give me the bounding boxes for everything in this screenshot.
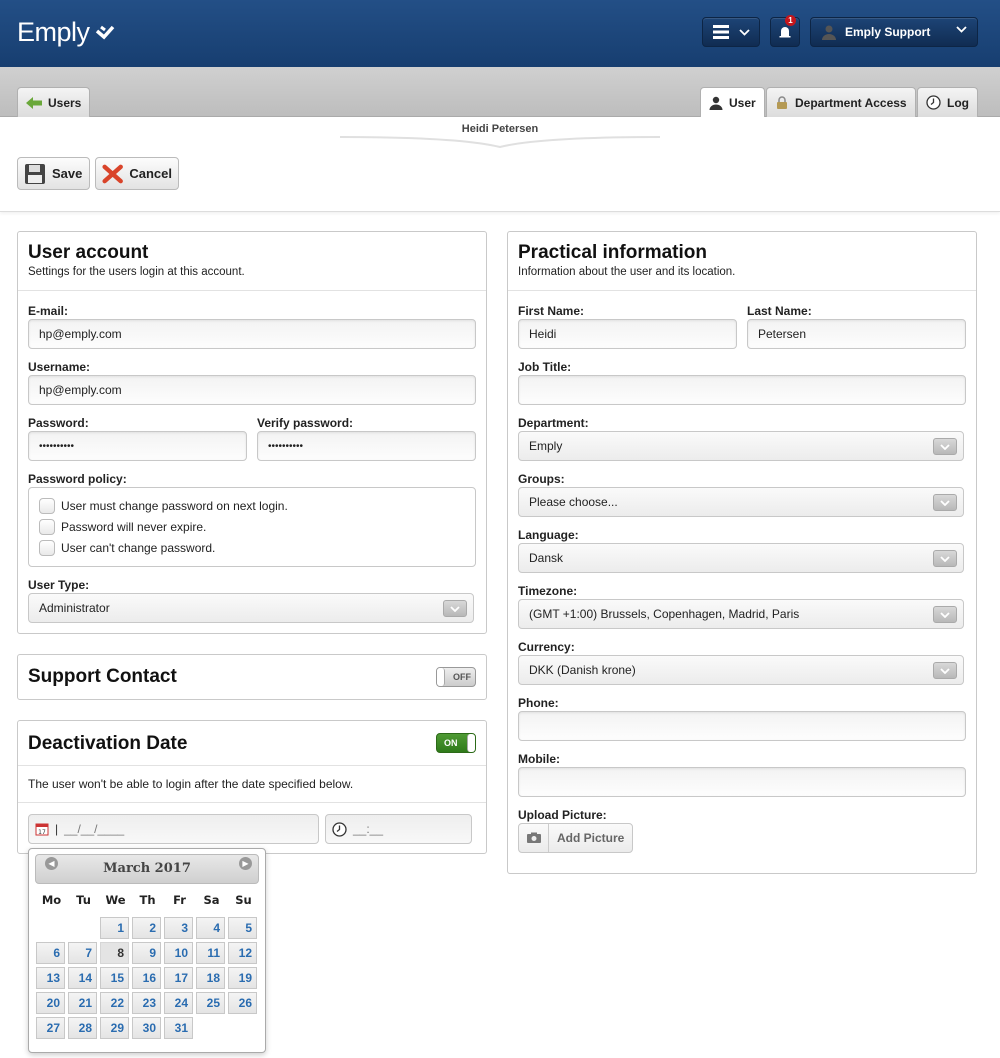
clock-icon <box>926 95 941 110</box>
groups-select[interactable] <box>518 487 964 517</box>
calendar-day[interactable]: 31 <box>164 1017 193 1039</box>
email-field[interactable]: hp@emply.com <box>28 319 476 349</box>
select-value: Please choose... <box>529 495 618 509</box>
select-value: Emply <box>529 439 563 453</box>
weekday-label: Su <box>235 893 252 907</box>
calendar-day[interactable]: 29 <box>100 1017 129 1039</box>
verify-password-label: Verify password: <box>257 416 354 430</box>
calendar-day[interactable]: 23 <box>132 992 161 1014</box>
emply-logo[interactable] <box>17 17 116 48</box>
weekday-label: Mo <box>41 893 62 907</box>
calendar-day[interactable]: 13 <box>36 967 65 989</box>
dropdown-arrow-icon <box>933 606 957 623</box>
user-menu-button[interactable] <box>810 17 978 47</box>
main-menu-button[interactable] <box>702 17 760 47</box>
language-label: Language: <box>518 528 579 542</box>
currency-label: Currency: <box>518 640 575 654</box>
dropdown-arrow-icon <box>933 494 957 511</box>
svg-text:17: 17 <box>38 829 46 836</box>
calendar-day[interactable]: 5 <box>228 917 257 939</box>
logo-mark-icon <box>94 22 116 44</box>
user-type-label: User Type: <box>28 578 90 592</box>
user-icon <box>709 96 723 110</box>
toggle-label: OFF <box>453 672 471 682</box>
panel-header <box>508 232 976 291</box>
logo-text: Emply <box>17 17 90 47</box>
email-label: E-mail: <box>28 304 69 318</box>
datepicker-header <box>35 854 259 884</box>
deactivation-time-input[interactable] <box>325 814 472 844</box>
toggle-knob <box>467 734 475 752</box>
dropdown-arrow-icon <box>933 550 957 567</box>
calendar-day[interactable]: 6 <box>36 942 65 964</box>
username-label: Username: <box>28 360 91 374</box>
calendar-icon <box>35 822 49 836</box>
first-name-field[interactable]: Heidi <box>518 319 737 349</box>
toggle-knob <box>437 668 445 686</box>
password-policy-label: Password policy: <box>28 472 127 486</box>
save-button[interactable] <box>17 157 90 190</box>
user-type-select[interactable] <box>28 593 474 623</box>
notification-bell-icon <box>777 24 793 40</box>
tab-label: Users <box>48 95 82 110</box>
username-field[interactable]: hp@emply.com <box>28 375 476 405</box>
password-field[interactable]: •••••••••• <box>28 431 247 461</box>
back-arrow-icon <box>26 97 42 109</box>
support-contact-panel <box>17 654 487 700</box>
policy-change-next-login[interactable] <box>39 498 288 514</box>
select-value: Dansk <box>529 551 564 565</box>
record-name: Heidi Petersen <box>461 123 539 135</box>
weekday-label: Tu <box>76 893 91 907</box>
deactivation-description: The user won't be able to login after the date specified below. <box>28 777 354 791</box>
checkbox-label: User must change password on next login. <box>61 499 288 513</box>
groups-label: Groups: <box>518 472 565 486</box>
panel-title: User account <box>28 242 149 263</box>
user-account-panel <box>17 231 487 634</box>
department-label: Department: <box>518 416 589 430</box>
checkbox-label: User can't change password. <box>61 541 216 555</box>
save-label: Save <box>52 166 83 181</box>
practical-information-panel <box>507 231 977 874</box>
last-name-label: Last Name: <box>747 304 812 318</box>
tab-log[interactable] <box>917 87 978 117</box>
password-policy-box <box>28 487 476 567</box>
upload-picture-label: Upload Picture: <box>518 808 607 822</box>
record-header <box>0 117 1000 212</box>
calendar-day[interactable]: 16 <box>132 967 161 989</box>
calendar-day[interactable]: 30 <box>132 1017 161 1039</box>
divider <box>18 765 486 766</box>
calendar-day[interactable]: 21 <box>68 992 97 1014</box>
calendar-day[interactable]: 12 <box>228 942 257 964</box>
phone-label: Phone: <box>518 696 559 710</box>
timezone-select[interactable] <box>518 599 964 629</box>
dropdown-arrow-icon <box>933 438 957 455</box>
cancel-button[interactable] <box>95 157 179 190</box>
calendar-day[interactable]: 22 <box>100 992 129 1014</box>
mobile-field[interactable] <box>518 767 966 797</box>
policy-never-expire[interactable] <box>39 519 206 535</box>
chevron-down-icon <box>956 26 967 33</box>
dropdown-arrow-icon <box>933 662 957 679</box>
verify-password-field[interactable]: •••••••••• <box>257 431 476 461</box>
red-x-icon <box>102 163 123 185</box>
notification-badge: 1 <box>785 15 796 26</box>
job-title-label: Job Title: <box>518 360 572 374</box>
floppy-disk-icon <box>24 163 46 185</box>
lock-icon <box>775 96 789 110</box>
weekday-label: Th <box>139 893 156 907</box>
panel-subtitle: Information about the user and its location. <box>518 266 736 278</box>
calendar-day[interactable]: 3 <box>164 917 193 939</box>
dropdown-arrow-icon <box>443 600 467 617</box>
select-value: DKK (Danish krone) <box>529 663 636 677</box>
deactivation-toggle[interactable] <box>436 733 476 753</box>
calendar-day[interactable]: 1 <box>100 917 129 939</box>
calendar-day[interactable]: 9 <box>132 942 161 964</box>
calendar-day[interactable]: 14 <box>68 967 97 989</box>
weekday-label: Fr <box>173 893 186 907</box>
first-name-label: First Name: <box>518 304 585 318</box>
calendar-day[interactable]: 10 <box>164 942 193 964</box>
calendar-day[interactable]: 8 <box>100 942 129 964</box>
calendar-day[interactable]: 7 <box>68 942 97 964</box>
password-label: Password: <box>28 416 89 430</box>
calendar-day[interactable]: 25 <box>196 992 225 1014</box>
department-select[interactable] <box>518 431 964 461</box>
menu-icon <box>713 25 729 39</box>
panel-title: Deactivation Date <box>28 733 188 754</box>
job-title-field[interactable] <box>518 375 966 405</box>
add-picture-label: Add Picture <box>557 831 625 845</box>
weekday-label: We <box>105 893 126 907</box>
datepicker-popup <box>28 848 266 1053</box>
mobile-label: Mobile: <box>518 752 560 766</box>
datepicker-month-label: March 2017 <box>103 861 191 876</box>
clock-icon <box>332 822 347 837</box>
calendar-day[interactable]: 27 <box>36 1017 65 1039</box>
user-menu-name: Emply Support <box>845 25 931 39</box>
user-avatar-icon <box>821 24 837 40</box>
select-value: Administrator <box>39 601 110 615</box>
select-value: (GMT +1:00) Brussels, Copenhagen, Madrid, Paris <box>529 607 800 621</box>
panel-header <box>18 232 486 291</box>
deactivation-date-input[interactable]: 17 | __/__/____ <box>28 814 319 844</box>
camera-icon <box>519 824 549 852</box>
support-contact-toggle[interactable] <box>436 667 476 687</box>
checkbox-label: Password will never expire. <box>61 520 207 534</box>
date-placeholder: __/__/____ <box>64 822 125 836</box>
top-header <box>0 0 1000 67</box>
calendar-day[interactable]: 19 <box>228 967 257 989</box>
calendar-day[interactable]: 18 <box>196 967 225 989</box>
toggle-label: ON <box>444 738 458 748</box>
timezone-label: Timezone: <box>518 584 578 598</box>
divider <box>18 802 486 803</box>
tab-label: Log <box>947 95 969 110</box>
calendar-day[interactable]: 24 <box>164 992 193 1014</box>
tab-department-access[interactable] <box>766 87 916 117</box>
policy-cant-change[interactable] <box>39 540 215 556</box>
checkbox[interactable] <box>39 498 55 514</box>
previous-month-icon[interactable]: ◀ <box>45 857 58 870</box>
calendar-day[interactable]: 28 <box>68 1017 97 1039</box>
notifications-button[interactable] <box>770 17 800 47</box>
calendar-day[interactable]: 26 <box>228 992 257 1014</box>
phone-field[interactable] <box>518 711 966 741</box>
cancel-label: Cancel <box>129 166 172 181</box>
time-placeholder: __:__ <box>353 822 384 836</box>
calendar-day[interactable]: 15 <box>100 967 129 989</box>
chevron-down-icon <box>739 29 750 36</box>
checkbox[interactable] <box>39 540 55 556</box>
header-divider-curve <box>340 135 660 149</box>
next-month-icon[interactable]: ▶ <box>239 857 252 870</box>
tab-strip <box>0 67 1000 117</box>
tab-label: User <box>729 96 756 110</box>
add-picture-button[interactable] <box>518 823 633 853</box>
calendar-day[interactable]: 4 <box>196 917 225 939</box>
language-select[interactable] <box>518 543 964 573</box>
tab-back-users[interactable] <box>17 87 90 117</box>
panel-title: Practical information <box>518 242 707 263</box>
calendar-day[interactable]: 11 <box>196 942 225 964</box>
calendar-day[interactable]: 20 <box>36 992 65 1014</box>
panel-title: Support Contact <box>28 666 177 687</box>
panel-subtitle: Settings for the users login at this account. <box>28 266 245 278</box>
last-name-field[interactable]: Petersen <box>747 319 966 349</box>
currency-select[interactable] <box>518 655 964 685</box>
tab-user[interactable] <box>700 87 765 118</box>
calendar-day[interactable]: 17 <box>164 967 193 989</box>
weekday-label: Sa <box>203 893 220 907</box>
deactivation-date-panel <box>17 720 487 854</box>
tab-label: Department Access <box>795 95 907 110</box>
checkbox[interactable] <box>39 519 55 535</box>
calendar-day[interactable]: 2 <box>132 917 161 939</box>
